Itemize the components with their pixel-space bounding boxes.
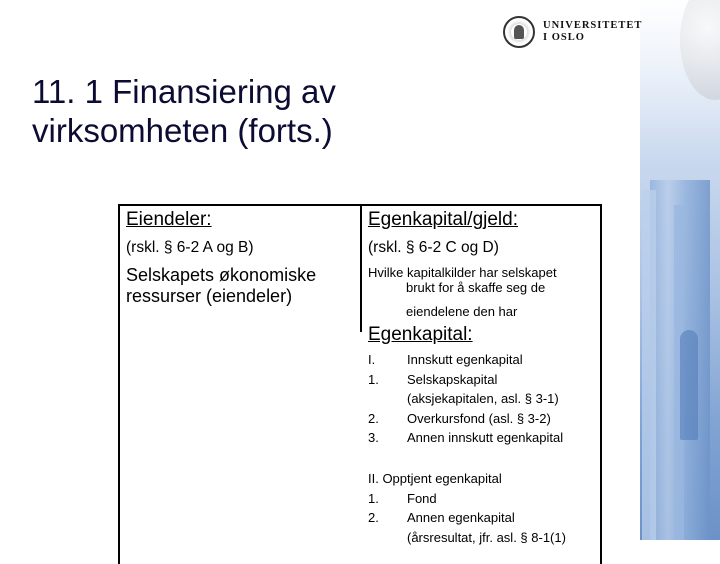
decorative-side-image [640,0,720,540]
capital-sources-question-line2: brukt for å skaffe seg de [406,280,546,295]
university-name-line1: UNIVERSITETET [543,20,643,31]
paid-in-equity-list [368,350,598,448]
list-item-text: Annen egenkapital [407,510,515,525]
university-seal-icon [503,16,535,48]
equity-liabilities-header: Egenkapital/gjeld: [368,209,518,230]
list-item [368,389,598,409]
balance-sheet-box [118,204,602,564]
list-item [368,350,598,370]
slide-title-line2: virksomheten (forts.) [32,112,333,149]
list-item [368,508,598,528]
capital-sources-question-line1: Hvilke kapitalkilder har selskapet [368,265,557,280]
assets-column [126,206,356,307]
slide-title [32,72,592,150]
list-item-text: Selskapskapital [407,371,498,387]
list-item-number: 2. [368,510,379,525]
column-shape-left [642,190,656,540]
assets-reference: (rskl. § 6-2 A og B) [126,239,254,256]
assets-header: Eiendeler: [126,209,212,230]
list-item-number: I. [368,352,376,367]
list-item-text: Overkursfond (asl. § 3-2) [407,410,551,426]
list-item-number: 2. [368,410,379,426]
list-item [368,409,598,429]
column-divider [360,206,362,332]
list-item-text: Innskutt egenkapital [407,352,523,367]
assets-description-line1: Selskapets økonomiske [126,265,317,285]
list-item-text: (aksjekapitalen, asl. § 3-1) [407,391,559,406]
equity-liabilities-reference: (rskl. § 6-2 C og D) [368,239,499,256]
university-name-line2: I OSLO [543,32,585,43]
list-item-number: 1. [368,490,379,506]
list-item [368,528,598,548]
list-item [368,370,598,390]
statue-head-shape [680,0,720,100]
list-item-number [368,528,407,548]
list-item-number [368,389,407,409]
list-item-text: (årsresultat, jfr. asl. § 8-1(1) [407,529,566,545]
capital-sources-question-line3: eiendelene den har [406,304,518,319]
earned-equity-heading: II. Opptjent egenkapital [368,471,502,486]
university-logo [503,14,643,50]
list-item [368,428,598,448]
equity-header: Egenkapital: [368,324,473,345]
equity-liabilities-column [368,206,604,319]
slide-title-line1: 11. 1 Finansiering av [32,73,336,110]
list-item-number: 3. [368,430,379,445]
earned-equity-list [368,469,598,547]
university-name [543,20,642,44]
assets-description-line2: ressurser (eiendeler) [126,286,293,306]
list-item-number: 1. [368,371,379,387]
figure-silhouette [680,330,698,440]
list-item-text: Annen innskutt egenkapital [407,430,564,445]
list-item-text: Fond [407,490,437,506]
list-item [368,489,598,509]
